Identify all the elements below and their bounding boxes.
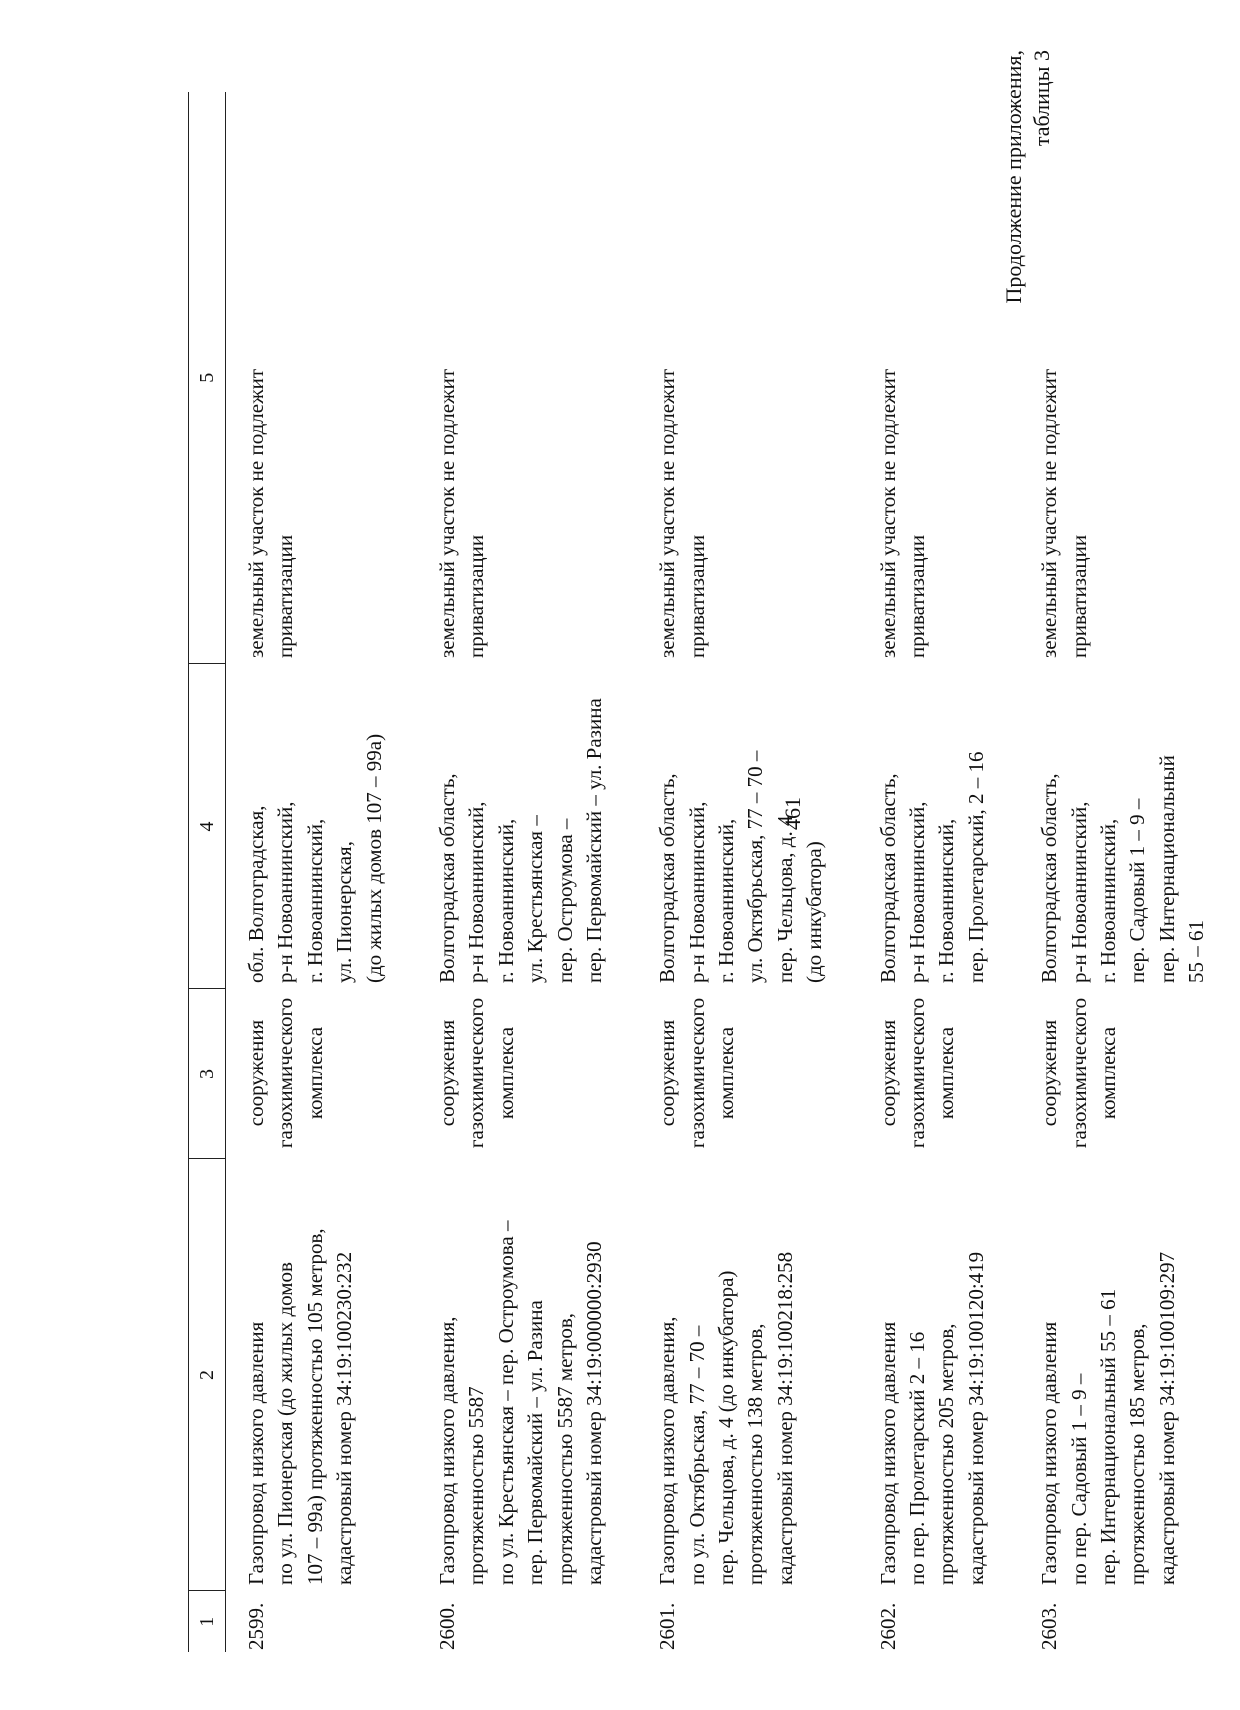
object-type (417, 989, 637, 1159)
table-row (1019, 92, 1239, 1652)
object-note (417, 92, 637, 664)
cell-line: (до инкубатора) (802, 841, 827, 983)
object-address (637, 664, 857, 989)
cell-line: Волгоградская область, (655, 773, 680, 983)
cell-line: сооружения (655, 1019, 680, 1127)
caption-line: Продолжение приложения, (1001, 50, 1026, 304)
cell-line: р-н Новоаннинский, (905, 801, 930, 983)
object-type (858, 989, 1020, 1159)
cell-line: кадастровый номер 34:19:100109:297 (1154, 1251, 1179, 1585)
cell-line: р-н Новоаннинский, (273, 801, 298, 983)
cell-line: 107 – 99а) протяженностью 105 метров, (302, 1228, 327, 1585)
cell-line: сооружения (875, 1019, 900, 1127)
cell-line: приватизации (684, 534, 709, 658)
cell-line: комплекса (1095, 1026, 1120, 1120)
object-note (858, 92, 1020, 664)
object-note (226, 92, 417, 664)
cell-line: приватизации (273, 534, 298, 658)
cell-line: сооружения (434, 1019, 459, 1127)
cell-line: протяженностью 138 метров, (743, 1323, 768, 1585)
object-description (226, 1159, 417, 1591)
cell-line: ул. Крестьянская – (523, 815, 548, 983)
cell-line: по ул. Крестьянская – пер. Остроумова – (493, 1220, 518, 1585)
cell-line: комплекса (493, 1026, 518, 1120)
object-description (417, 1159, 637, 1591)
cell-line: земельный участок не подлежит (875, 368, 900, 658)
cell-line: газохимического (273, 997, 298, 1149)
cell-line: г. Новоаннинский, (302, 818, 327, 983)
table-header-row (189, 92, 226, 1652)
cell-line: газохимического (464, 997, 489, 1149)
object-address (1019, 664, 1239, 989)
cell-line: сооружения (244, 1019, 268, 1127)
cell-line: Газопровод низкого давления (1037, 1321, 1062, 1585)
cell-line: Газопровод низкого давления (244, 1321, 268, 1585)
cell-line: протяженностью 5587 метров, (552, 1312, 577, 1585)
cell-line: по пер. Пролетарский 2 – 16 (905, 1331, 930, 1585)
row-number: 2603. (1037, 1602, 1062, 1650)
row-number: 2602. (875, 1602, 900, 1650)
cell-line: по ул. Пионерская (до жилых домов (273, 1262, 298, 1585)
property-table (188, 92, 1240, 1652)
cell-line: ул. Октябрьская, 77 – 70 – (743, 750, 768, 983)
object-note (637, 92, 857, 664)
cell-line: кадастровый номер 34:19:100230:232 (332, 1251, 357, 1585)
cell-line: г. Новоаннинский, (934, 818, 959, 983)
object-type (1019, 989, 1239, 1159)
header-col-4: 4 (189, 664, 226, 989)
cell-line: приватизации (464, 534, 489, 658)
row-number: 2600. (434, 1602, 459, 1650)
object-description (637, 1159, 857, 1591)
cell-line: комплекса (934, 1026, 959, 1120)
cell-line: земельный участок не подлежит (434, 368, 459, 658)
cell-line: Газопровод низкого давления, (434, 1316, 459, 1585)
cell-line: приватизации (1066, 534, 1091, 658)
object-address (417, 664, 637, 989)
cell-line: приватизации (905, 534, 930, 658)
cell-line: земельный участок не подлежит (1037, 368, 1062, 658)
cell-line: земельный участок не подлежит (244, 368, 268, 658)
cell-line: пер. Первомайский – ул. Разина (581, 698, 606, 983)
header-col-2: 2 (189, 1159, 226, 1591)
header-col-3: 3 (189, 989, 226, 1159)
cell-line: г. Новоаннинский, (714, 818, 739, 983)
cell-line: протяженностью 5587 (464, 1386, 489, 1585)
header-col-1: 1 (189, 1591, 226, 1652)
cell-line: газохимического (684, 997, 709, 1149)
cell-line: пер. Остроумова – (552, 818, 577, 983)
cell-line: пер. Чельцова, д. 4 (до инкубатора) (714, 1270, 739, 1585)
cell-line: р-н Новоаннинский, (464, 801, 489, 983)
object-note (1019, 92, 1239, 664)
table-body (226, 92, 1240, 1652)
cell-line: протяженностью 185 метров, (1125, 1323, 1150, 1585)
cell-line: протяженностью 205 метров, (934, 1323, 959, 1585)
cell-line: ул. Пионерская, (332, 841, 357, 983)
cell-line: Волгоградская область, (434, 773, 459, 983)
cell-line: земельный участок не подлежит (655, 368, 680, 658)
cell-line: по пер. Садовый 1 – 9 – (1066, 1373, 1091, 1585)
cell-line: 55 – 61 (1184, 920, 1209, 983)
cell-line: Газопровод низкого давления, (655, 1316, 680, 1585)
caption-line: таблицы 3 (1028, 50, 1054, 147)
cell-line: комплекса (302, 1026, 327, 1120)
cell-line: комплекса (714, 1026, 739, 1120)
table-row (417, 92, 637, 1652)
cell-line: по ул. Октябрьская, 77 – 70 – (684, 1325, 709, 1585)
cell-line: р-н Новоаннинский, (684, 801, 709, 983)
cell-line: пер. Первомайский – ул. Разина (523, 1300, 548, 1585)
cell-line: кадастровый номер 34:19:100218:258 (772, 1251, 797, 1585)
cell-line: р-н Новоаннинский, (1066, 801, 1091, 983)
cell-line: кадастровый номер 34:19:000000:2930 (581, 1241, 606, 1585)
table-row (858, 92, 1020, 1652)
cell-line: Газопровод низкого давления (875, 1321, 900, 1585)
row-number: 2599. (244, 1602, 268, 1650)
cell-line: Волгоградская область, (875, 773, 900, 983)
cell-line: (до жилых домов 107 – 99а) (361, 733, 386, 983)
cell-line: г. Новоаннинский, (493, 818, 518, 983)
object-type (637, 989, 857, 1159)
cell-line: кадастровый номер 34:19:100120:419 (963, 1251, 988, 1585)
cell-line: газохимического (905, 997, 930, 1149)
cell-line: Волгоградская область, (1037, 773, 1062, 983)
cell-line: пер. Чельцова, д. 4 (772, 815, 797, 983)
cell-line: пер. Интернациональный 55 – 61 (1095, 1288, 1120, 1585)
page-number: 461 (780, 797, 805, 830)
cell-line: г. Новоаннинский, (1095, 818, 1120, 983)
object-address (226, 664, 417, 989)
object-type (226, 989, 417, 1159)
cell-line: пер. Интернациональный (1154, 755, 1179, 983)
header-col-5: 5 (189, 92, 226, 664)
cell-line: пер. Пролетарский, 2 – 16 (963, 751, 988, 983)
table-row (637, 92, 857, 1652)
object-address (858, 664, 1020, 989)
cell-line: газохимического (1066, 997, 1091, 1149)
table-row (226, 92, 417, 1652)
object-description (1019, 1159, 1239, 1591)
cell-line: сооружения (1037, 1019, 1062, 1127)
object-description (858, 1159, 1020, 1591)
row-number: 2601. (655, 1602, 680, 1650)
cell-line: пер. Садовый 1 – 9 – (1125, 798, 1150, 983)
cell-line: обл. Волгоградская, (244, 805, 268, 983)
